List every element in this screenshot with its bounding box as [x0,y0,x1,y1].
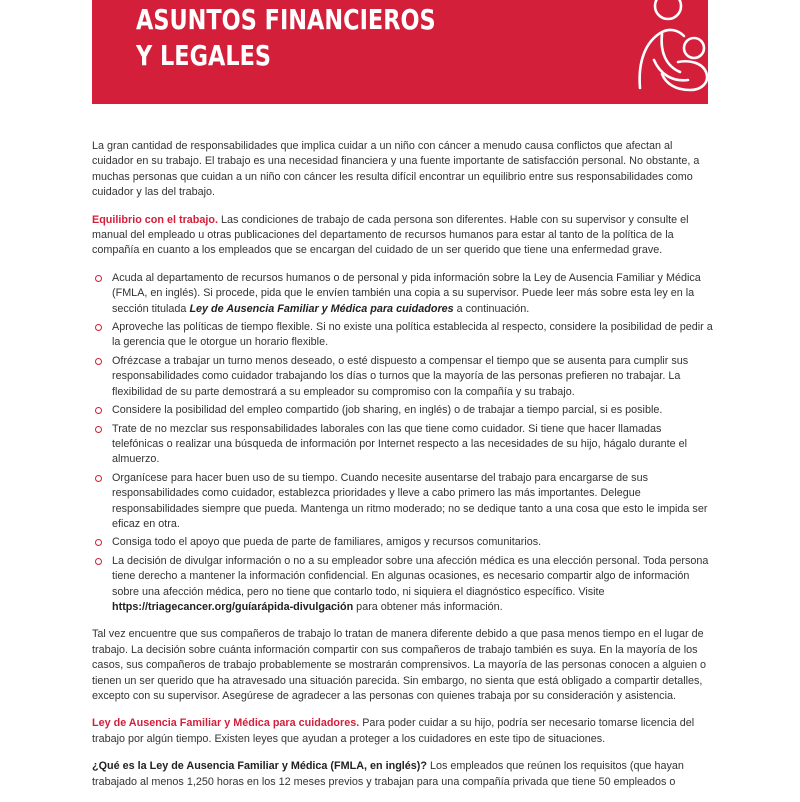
circle-bullet-icon [95,426,102,433]
circle-bullet-icon [95,324,102,331]
fmla-caregivers-paragraph [92,716,714,747]
page-title [136,0,436,74]
list-item [92,535,714,550]
list-item-text: Consiga todo el apoyo que pueda de parte de familiares, amigos y recursos comunitarios. [112,536,542,549]
list-item-text: Ofrézcase a trabajar un turno menos deseado, o esté dispuesto a compensar el tiempo que se ausenta para cumplir sus responsabilidades como cuidador trabajando los días o turnos que la mayoría de las personas prefieren no trabajar. La flexibilidad de su parte demostrará a su empleador su compromiso con la compañía y su trabajo. [112,354,689,398]
list-item [92,471,714,533]
page-title-line-1: ASUNTOS FINANCIEROS [136,3,436,36]
list-item [92,354,714,400]
list-item [92,320,714,351]
list-item [92,422,714,468]
list-item-text: Acuda al departamento de recursos humanos o de personal y pida información sobre la Ley de Ausencia Familiar y Médica (FMLA, en inglés). Si procede, pida que le envíen también una copia a su supervisor. Puede leer más sobre esta ley en la sección titulada [112,271,701,315]
fmla-definition-text: Los empleados que reúnen los requisitos (que hayan trabajado al menos 1,250 horas en los 12 meses previos y trabajan para una compañía privada que tiene 50 empleados o [92,760,684,788]
circle-bullet-icon [95,358,102,365]
fmla-definition-paragraph [92,759,714,790]
circle-bullet-icon [95,475,102,482]
work-balance-text: Las condiciones de trabajo de cada persona son diferentes. Hable con su supervisor y consulte el manual del empleado u otras publicaciones del departamento de recursos humanos para estar al tanto de la política de la compañía en cuanto a los empleados que se encargan del cuidado de un ser querido que tiene una enfermedad grave. [92,213,689,257]
list-item [92,554,714,616]
list-item-text: Trate de no mezclar sus responsabilidades laborales con las que tiene como cuidador. Si tiene que hacer llamadas telefónicas o realizar una búsqueda de información por Internet respecto a las necesidades de su hijo, hágalo durante el almuerzo. [112,422,688,466]
list-item-text: Aproveche las políticas de tiempo flexible. Si no existe una política establecida al respecto, considere la posibilidad de pedir a la gerencia que le otorgue un horario flexible. [112,321,713,349]
circle-bullet-icon [95,558,102,565]
work-balance-heading: Equilibrio con el trabajo. [92,213,218,226]
fmla-caregivers-heading: Ley de Ausencia Familiar y Médica para cuidadores. [92,717,360,730]
work-balance-paragraph [92,213,714,259]
coworkers-paragraph: Tal vez encuentre que sus compañeros de trabajo lo tratan de manera diferente debido a que pasa menos tiempo en el lugar de trabajo. La decisión sobre cuánta información compartir con sus compañeros de trabajo también es suya. En la mayoría de los casos, sus compañeros de trabajo probablemente se mostrarán comprensivos. La mayoría de las personas conocen a alguien o tienen un ser querido que ha atravesado una situación parecida. Sin embargo, no sienta que está obligado a compartir detalles, excepto con su supervisor. Asegúrese de agradecer a las personas con quienes trabaja por su consideración y asistencia. [92,628,706,702]
disclosure-guide-link[interactable]: https://triagecancer.org/guíarápida-divulgación [112,600,354,613]
list-item-text: a continuación. [453,302,530,315]
document-body [92,139,714,802]
fmla-caregivers-text: Para poder cuidar a su hijo, podría ser necesario tomarse licencia del trabajo por algún tiempo. Existen leyes que ayudan a proteger a los cuidadores en este tipo de situaciones. [92,717,695,745]
page-title-line-2: Y LEGALES [136,39,272,72]
list-item-text: para obtener más información. [353,600,503,613]
fmla-section-reference: Ley de Ausencia Familiar y Médica para cuidadores [189,302,454,315]
fmla-definition-heading: ¿Qué es la Ley de Ausencia Familiar y Médica (FMLA, en inglés)? [92,760,427,773]
list-item [92,403,714,418]
circle-bullet-icon [95,407,102,414]
list-item-text: La decisión de divulgar información o no a su empleador sobre una afección médica es una elección personal. Toda persona tiene derecho a mantener la información confidencial. En algunas ocasiones, es necesario compartir algo de información sobre una afección médica, pero no tiene que contarlo todo, ni siquiera el diagnóstico específico. Visite [112,554,709,598]
tips-list [92,271,714,616]
list-item [92,271,714,317]
list-item-text: Considere la posibilidad del empleo compartido (job sharing, en inglés) o de trabajar a tiempo parcial, si es posible. [112,404,663,417]
circle-bullet-icon [95,539,102,546]
circle-bullet-icon [95,275,102,282]
intro-paragraph: La gran cantidad de responsabilidades que implica cuidar a un niño con cáncer a menudo causa conflictos que afectan al cuidador en su trabajo. El trabajo es una necesidad financiera y una fuente importante de satisfacción personal. No obstante, a muchas personas que cuidan a un niño con cáncer les resulta difícil encontrar un equilibrio entre sus responsabilidades como cuidador y las del trabajo. [92,140,700,199]
caregiver-holding-child-icon [632,0,720,100]
list-item-text: Organícese para hacer buen uso de su tiempo. Cuando necesite ausentarse del trabajo para encargarse de sus responsabilidades como cuidador, establezca prioridades y lleve a cabo primero las más importantes. Delegue responsabilidades siempre que pueda. Mantenga un ritmo moderado; no se dedique tanto a una cosa que esto le impida ser eficaz en otra. [112,471,708,530]
